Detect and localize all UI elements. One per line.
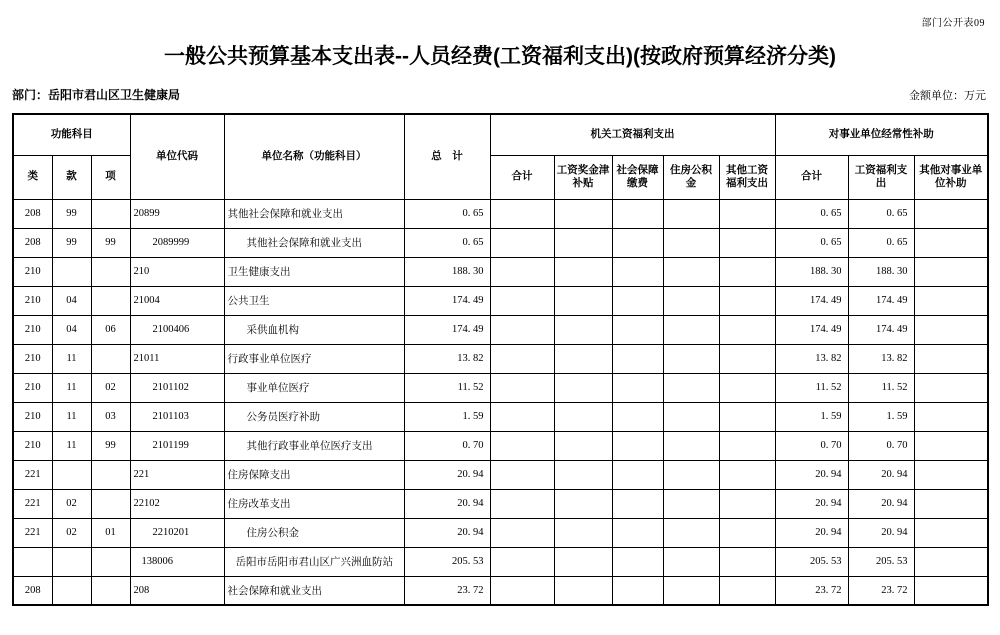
cell-unit-code: 2100406 — [130, 315, 224, 344]
cell-wage-bonus-allowance — [554, 489, 612, 518]
table-row — [13, 547, 988, 576]
budget-table — [12, 113, 989, 606]
cell-grand-total: 0. 65 — [404, 228, 490, 257]
cell-housing-fund — [663, 489, 719, 518]
cell-grand-total: 188. 30 — [404, 257, 490, 286]
cell-other-wage-welfare — [719, 199, 775, 228]
cell-other-wage-welfare — [719, 489, 775, 518]
col-header-org-subtotal: 合计 — [490, 155, 554, 199]
cell-housing-fund — [663, 286, 719, 315]
cell-social-security — [612, 228, 663, 257]
cell-wage-bonus-allowance — [554, 431, 612, 460]
cell-subsidy-subtotal: 1. 59 — [775, 402, 848, 431]
cell-other-institution-subsidy — [914, 228, 988, 257]
cell-org-subtotal — [490, 199, 554, 228]
form-number-label: 部门公开表09 — [921, 18, 985, 29]
department-label: 部门：岳阳市君山区卫生健康局 — [12, 88, 181, 102]
cell-social-security — [612, 402, 663, 431]
cell-item: 99 — [91, 431, 130, 460]
cell-other-wage-welfare — [719, 576, 775, 605]
cell-org-subtotal — [490, 489, 554, 518]
cell-wage-bonus-allowance — [554, 518, 612, 547]
cell-unit-code: 2210201 — [130, 518, 224, 547]
cell-grand-total: 174. 49 — [404, 286, 490, 315]
cell-org-subtotal — [490, 547, 554, 576]
cell-other-wage-welfare — [719, 257, 775, 286]
cell-social-security — [612, 257, 663, 286]
cell-org-subtotal — [490, 373, 554, 402]
cell-class: 210 — [13, 315, 52, 344]
col-header-section: 款 — [52, 155, 91, 199]
col-header-subsidy-wage-welfare: 工资福利支出 — [848, 155, 914, 199]
cell-housing-fund — [663, 315, 719, 344]
cell-org-subtotal — [490, 431, 554, 460]
cell-other-institution-subsidy — [914, 460, 988, 489]
cell-unit-code: 20899 — [130, 199, 224, 228]
cell-subsidy-wage-welfare: 13. 82 — [848, 344, 914, 373]
cell-other-institution-subsidy — [914, 489, 988, 518]
cell-subsidy-wage-welfare: 174. 49 — [848, 315, 914, 344]
col-header-grand-total: 总 计 — [404, 114, 490, 199]
table-header — [13, 114, 988, 199]
cell-housing-fund — [663, 199, 719, 228]
cell-housing-fund — [663, 228, 719, 257]
cell-subsidy-subtotal: 11. 52 — [775, 373, 848, 402]
cell-unit-name: 公务员医疗补助 — [224, 402, 404, 431]
cell-item — [91, 286, 130, 315]
cell-unit-code: 22102 — [130, 489, 224, 518]
cell-subsidy-subtotal: 188. 30 — [775, 257, 848, 286]
cell-class: 208 — [13, 199, 52, 228]
cell-wage-bonus-allowance — [554, 547, 612, 576]
col-header-class: 类 — [13, 155, 52, 199]
cell-subsidy-subtotal: 20. 94 — [775, 518, 848, 547]
cell-social-security — [612, 489, 663, 518]
cell-unit-code: 2101102 — [130, 373, 224, 402]
cell-section — [52, 576, 91, 605]
table-row — [13, 228, 988, 257]
col-header-unit-name: 单位名称（功能科目） — [224, 114, 404, 199]
cell-other-institution-subsidy — [914, 402, 988, 431]
table-row — [13, 315, 988, 344]
cell-grand-total: 0. 65 — [404, 199, 490, 228]
cell-grand-total: 205. 53 — [404, 547, 490, 576]
cell-unit-code: 138006 — [130, 547, 224, 576]
cell-subsidy-wage-welfare: 11. 52 — [848, 373, 914, 402]
cell-subsidy-subtotal: 20. 94 — [775, 489, 848, 518]
col-header-unit-code: 单位代码 — [130, 114, 224, 199]
cell-wage-bonus-allowance — [554, 315, 612, 344]
cell-social-security — [612, 431, 663, 460]
cell-social-security — [612, 199, 663, 228]
cell-grand-total: 20. 94 — [404, 518, 490, 547]
cell-item — [91, 576, 130, 605]
cell-unit-code: 2101103 — [130, 402, 224, 431]
cell-item: 06 — [91, 315, 130, 344]
cell-other-wage-welfare — [719, 547, 775, 576]
col-header-functional-subject: 功能科目 — [13, 114, 130, 155]
cell-unit-name: 住房保障支出 — [224, 460, 404, 489]
cell-subsidy-subtotal: 0. 65 — [775, 228, 848, 257]
cell-unit-name: 住房公积金 — [224, 518, 404, 547]
cell-class: 210 — [13, 431, 52, 460]
cell-wage-bonus-allowance — [554, 257, 612, 286]
table-row — [13, 460, 988, 489]
table-row — [13, 576, 988, 605]
cell-item: 02 — [91, 373, 130, 402]
table-row — [13, 518, 988, 547]
cell-other-institution-subsidy — [914, 547, 988, 576]
cell-subsidy-subtotal: 0. 65 — [775, 199, 848, 228]
cell-item: 01 — [91, 518, 130, 547]
cell-other-institution-subsidy — [914, 315, 988, 344]
cell-wage-bonus-allowance — [554, 460, 612, 489]
cell-section — [52, 460, 91, 489]
cell-other-institution-subsidy — [914, 199, 988, 228]
col-header-other-wage-welfare: 其他工资福利支出 — [719, 155, 775, 199]
cell-grand-total: 174. 49 — [404, 315, 490, 344]
cell-section: 99 — [52, 228, 91, 257]
cell-unit-name: 公共卫生 — [224, 286, 404, 315]
cell-class: 210 — [13, 286, 52, 315]
cell-section: 11 — [52, 373, 91, 402]
table-row — [13, 431, 988, 460]
cell-unit-name: 卫生健康支出 — [224, 257, 404, 286]
cell-section: 11 — [52, 431, 91, 460]
cell-class: 210 — [13, 257, 52, 286]
cell-unit-name: 采供血机构 — [224, 315, 404, 344]
cell-unit-name: 住房改革支出 — [224, 489, 404, 518]
cell-section: 11 — [52, 344, 91, 373]
cell-other-institution-subsidy — [914, 576, 988, 605]
col-header-housing-fund: 住房公积金 — [663, 155, 719, 199]
cell-subsidy-subtotal: 23. 72 — [775, 576, 848, 605]
col-header-other-institution-subsidy: 其他对事业单位补助 — [914, 155, 988, 199]
cell-unit-code: 21004 — [130, 286, 224, 315]
table-row — [13, 199, 988, 228]
cell-grand-total: 0. 70 — [404, 431, 490, 460]
cell-class: 210 — [13, 344, 52, 373]
cell-subsidy-subtotal: 205. 53 — [775, 547, 848, 576]
cell-class: 210 — [13, 373, 52, 402]
cell-other-institution-subsidy — [914, 518, 988, 547]
cell-subsidy-wage-welfare: 188. 30 — [848, 257, 914, 286]
cell-subsidy-wage-welfare: 205. 53 — [848, 547, 914, 576]
cell-item — [91, 547, 130, 576]
cell-org-subtotal — [490, 402, 554, 431]
cell-other-wage-welfare — [719, 431, 775, 460]
cell-org-subtotal — [490, 228, 554, 257]
cell-unit-code: 210 — [130, 257, 224, 286]
cell-subsidy-wage-welfare: 23. 72 — [848, 576, 914, 605]
cell-wage-bonus-allowance — [554, 576, 612, 605]
cell-subsidy-wage-welfare: 1. 59 — [848, 402, 914, 431]
cell-other-wage-welfare — [719, 286, 775, 315]
cell-subsidy-wage-welfare: 0. 65 — [848, 199, 914, 228]
table-row — [13, 489, 988, 518]
cell-org-subtotal — [490, 344, 554, 373]
cell-class: 208 — [13, 576, 52, 605]
cell-other-wage-welfare — [719, 460, 775, 489]
cell-class: 208 — [13, 228, 52, 257]
cell-unit-name: 岳阳市岳阳市君山区广兴洲血防站 — [224, 547, 404, 576]
col-header-item: 项 — [91, 155, 130, 199]
cell-subsidy-wage-welfare: 0. 70 — [848, 431, 914, 460]
cell-section: 11 — [52, 402, 91, 431]
cell-grand-total: 13. 82 — [404, 344, 490, 373]
table-row — [13, 257, 988, 286]
table-row — [13, 373, 988, 402]
table-row — [13, 344, 988, 373]
cell-subsidy-subtotal: 13. 82 — [775, 344, 848, 373]
cell-housing-fund — [663, 518, 719, 547]
cell-social-security — [612, 518, 663, 547]
table-row — [13, 402, 988, 431]
cell-unit-code: 2089999 — [130, 228, 224, 257]
cell-unit-name: 其他行政事业单位医疗支出 — [224, 431, 404, 460]
cell-grand-total: 11. 52 — [404, 373, 490, 402]
cell-class: 221 — [13, 460, 52, 489]
cell-social-security — [612, 286, 663, 315]
cell-grand-total: 20. 94 — [404, 460, 490, 489]
cell-other-wage-welfare — [719, 315, 775, 344]
cell-section: 02 — [52, 518, 91, 547]
cell-item — [91, 344, 130, 373]
cell-social-security — [612, 460, 663, 489]
cell-section: 99 — [52, 199, 91, 228]
cell-social-security — [612, 373, 663, 402]
cell-subsidy-wage-welfare: 0. 65 — [848, 228, 914, 257]
cell-subsidy-wage-welfare: 174. 49 — [848, 286, 914, 315]
cell-section: 04 — [52, 315, 91, 344]
cell-other-institution-subsidy — [914, 344, 988, 373]
cell-subsidy-subtotal: 20. 94 — [775, 460, 848, 489]
page-title: 一般公共预算基本支出表--人员经费(工资福利支出)(按政府预算经济分类) — [164, 45, 836, 68]
cell-grand-total: 20. 94 — [404, 489, 490, 518]
cell-org-subtotal — [490, 257, 554, 286]
cell-item: 99 — [91, 228, 130, 257]
header-row-1 — [13, 114, 988, 155]
cell-section — [52, 257, 91, 286]
cell-subsidy-wage-welfare: 20. 94 — [848, 460, 914, 489]
meta-row — [12, 86, 986, 103]
cell-class — [13, 547, 52, 576]
cell-section — [52, 547, 91, 576]
cell-section: 04 — [52, 286, 91, 315]
cell-grand-total: 1. 59 — [404, 402, 490, 431]
cell-unit-code: 208 — [130, 576, 224, 605]
cell-other-institution-subsidy — [914, 286, 988, 315]
cell-item: 03 — [91, 402, 130, 431]
cell-unit-name: 其他社会保障和就业支出 — [224, 199, 404, 228]
cell-wage-bonus-allowance — [554, 402, 612, 431]
cell-unit-code: 221 — [130, 460, 224, 489]
cell-other-institution-subsidy — [914, 431, 988, 460]
cell-grand-total: 23. 72 — [404, 576, 490, 605]
cell-subsidy-subtotal: 174. 49 — [775, 315, 848, 344]
cell-housing-fund — [663, 402, 719, 431]
cell-org-subtotal — [490, 576, 554, 605]
cell-subsidy-wage-welfare: 20. 94 — [848, 489, 914, 518]
cell-wage-bonus-allowance — [554, 199, 612, 228]
cell-unit-name: 社会保障和就业支出 — [224, 576, 404, 605]
cell-item — [91, 489, 130, 518]
cell-other-wage-welfare — [719, 518, 775, 547]
cell-housing-fund — [663, 576, 719, 605]
cell-unit-name: 其他社会保障和就业支出 — [224, 228, 404, 257]
table-body — [13, 199, 988, 605]
amount-unit-label: 金额单位：万元 — [909, 90, 986, 102]
cell-class: 221 — [13, 518, 52, 547]
cell-item — [91, 257, 130, 286]
cell-social-security — [612, 344, 663, 373]
cell-other-institution-subsidy — [914, 257, 988, 286]
col-header-wage-bonus-allowance: 工资奖金津补贴 — [554, 155, 612, 199]
cell-subsidy-subtotal: 0. 70 — [775, 431, 848, 460]
cell-housing-fund — [663, 344, 719, 373]
cell-unit-code: 2101199 — [130, 431, 224, 460]
cell-org-subtotal — [490, 315, 554, 344]
col-group-institution-subsidy: 对事业单位经常性补助 — [775, 114, 988, 155]
cell-org-subtotal — [490, 460, 554, 489]
cell-other-wage-welfare — [719, 373, 775, 402]
cell-wage-bonus-allowance — [554, 228, 612, 257]
cell-section: 02 — [52, 489, 91, 518]
cell-social-security — [612, 315, 663, 344]
cell-class: 221 — [13, 489, 52, 518]
cell-unit-name: 行政事业单位医疗 — [224, 344, 404, 373]
cell-unit-name: 事业单位医疗 — [224, 373, 404, 402]
table-row — [13, 286, 988, 315]
cell-wage-bonus-allowance — [554, 344, 612, 373]
cell-subsidy-wage-welfare: 20. 94 — [848, 518, 914, 547]
cell-unit-code: 21011 — [130, 344, 224, 373]
cell-other-institution-subsidy — [914, 373, 988, 402]
cell-other-wage-welfare — [719, 402, 775, 431]
cell-social-security — [612, 576, 663, 605]
cell-subsidy-subtotal: 174. 49 — [775, 286, 848, 315]
cell-other-wage-welfare — [719, 344, 775, 373]
col-group-org-wage-welfare: 机关工资福利支出 — [490, 114, 775, 155]
cell-org-subtotal — [490, 518, 554, 547]
cell-other-wage-welfare — [719, 228, 775, 257]
cell-wage-bonus-allowance — [554, 373, 612, 402]
cell-class: 210 — [13, 402, 52, 431]
cell-housing-fund — [663, 257, 719, 286]
cell-org-subtotal — [490, 286, 554, 315]
col-header-social-security: 社会保障缴费 — [612, 155, 663, 199]
cell-social-security — [612, 547, 663, 576]
cell-item — [91, 199, 130, 228]
cell-housing-fund — [663, 431, 719, 460]
cell-housing-fund — [663, 547, 719, 576]
cell-housing-fund — [663, 373, 719, 402]
cell-item — [91, 460, 130, 489]
cell-housing-fund — [663, 460, 719, 489]
col-header-subsidy-subtotal: 合计 — [775, 155, 848, 199]
cell-wage-bonus-allowance — [554, 286, 612, 315]
